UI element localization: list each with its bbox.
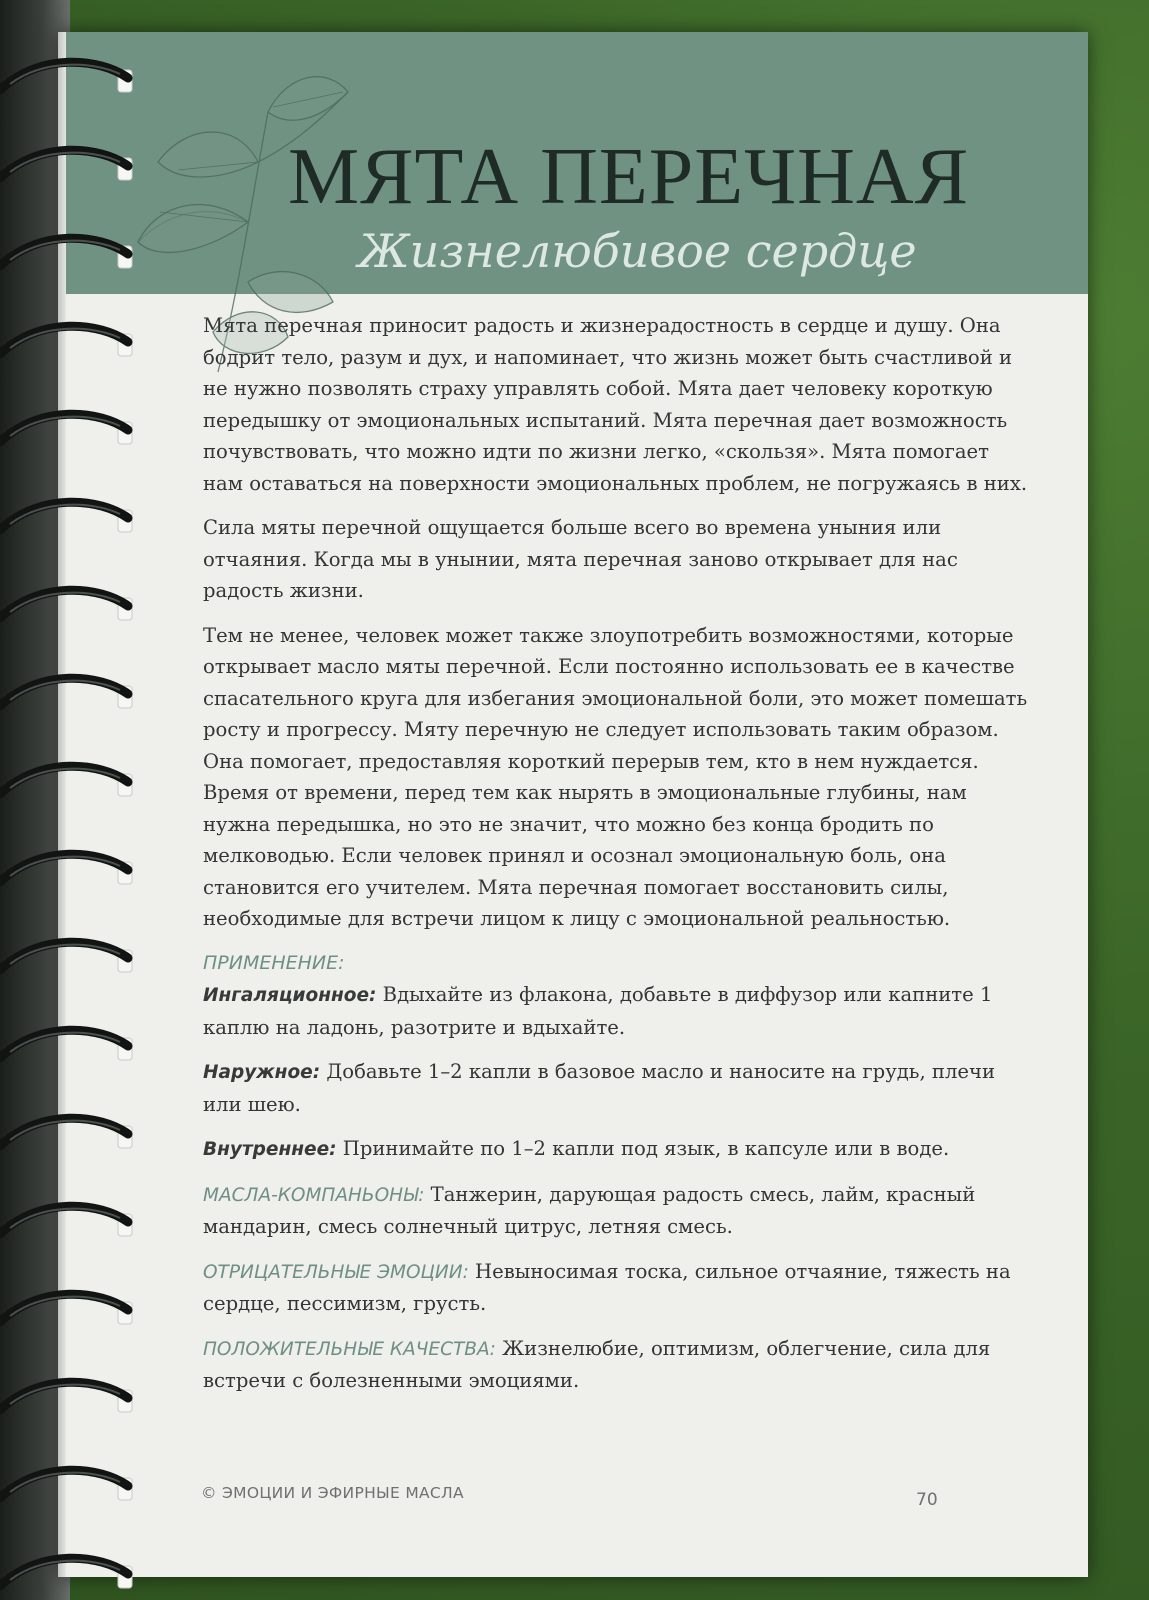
binding-ring (0, 1382, 128, 1410)
paragraph-2: Сила мяты перечной ощущается больше всего во времена уныния или отчаяния. Когда мы в унынии, мята перечная заново открывает для нас радость жизни. (203, 516, 958, 602)
binding-ring (0, 414, 128, 442)
footer-copyright: © ЭМОЦИИ И ЭФИРНЫЕ МАСЛА (201, 1484, 464, 1502)
main-text (203, 310, 1033, 1410)
positive-label: ПОЛОЖИТЕЛЬНЫЕ КАЧЕСТВА: (203, 1338, 496, 1360)
inhalation-text: Вдыхайте из флакона, добавьте в диффузор или капните 1 каплю на ладонь, разотрите и вдыхайте. (203, 983, 993, 1039)
book-page (58, 32, 1088, 1577)
binding-ring (0, 62, 128, 90)
page-title: МЯТА ПЕРЕЧНАЯ (288, 133, 970, 221)
positive-qualities (203, 1333, 1033, 1397)
binding-ring (0, 766, 128, 794)
binding-ring (0, 590, 128, 618)
usage-external (203, 1056, 1033, 1120)
page-number: 70 (916, 1490, 938, 1510)
positive-text: Жизнелюбие, оптимизм, облегчение, сила для встречи с болезненными эмоциями. (203, 1336, 991, 1392)
usage-section (203, 979, 1033, 1397)
external-label: Наружное: (203, 1062, 321, 1083)
negative-label: ОТРИЦАТЕЛЬНЫЕ ЭМОЦИИ: (203, 1261, 469, 1283)
usage-inhalation (203, 979, 1033, 1043)
paragraph-3: Тем не менее, человек может также злоупотребить возможностями, которые открывает масло мяты перечной. Если постоянно использовать ее в качестве спасательного круга для избегания эмоциональной боли, это может помешать росту и прогрессу. Мяту перечную не следует использовать таким образом. Она помогает, предоставляя короткий перерыв тем, кто в нем нуждается. Время от времени, перед тем как нырять в эмоциональные глубины, нам нужна передышка, но это не значит, что можно без конца бродить по мелководью. Если человек принял и осознал эмоциональную боль, она становится его учителем. Мята перечная помогает восстановить силы, необходимые для встречи лицом к лицу с эмоциональной реальностью. (203, 623, 1028, 930)
internal-label: Внутреннее: (203, 1139, 337, 1160)
binding-ring (0, 1558, 128, 1586)
negative-emotions (203, 1256, 1033, 1320)
page-subtitle: Жизнелюбивое сердце (358, 224, 917, 278)
companions-label: МАСЛА-КОМПАНЬОНЫ: (203, 1184, 425, 1206)
external-text: Добавьте 1–2 капли в базовое масло и наносите на грудь, плечи или шею. (203, 1060, 996, 1116)
negative-text: Невыносимая тоска, сильное отчаяние, тяжесть на сердце, пессимизм, грусть. (203, 1259, 1011, 1315)
paragraph-1: Мята перечная приносит радость и жизнерадостность в сердце и душу. Она бодрит тело, разум и дух, и напоминает, что жизнь может быть счастливой и не нужно позволять страху управлять собой. Мята дает человеку короткую передышку от эмоциональных испытаний. Мята перечная дает возможность почувствовать, что можно идти по жизни легко, «скользя». Мята помогает нам оставаться на поверхности эмоциональных проблем, не погружаясь в них. (203, 314, 1028, 495)
binding-ring (0, 1030, 128, 1058)
binding-ring (0, 1470, 128, 1498)
binding-ring (0, 1206, 128, 1234)
companion-oils (203, 1179, 1033, 1243)
binding-ring (0, 238, 128, 266)
binding-ring (0, 502, 128, 530)
usage-internal (203, 1133, 1033, 1166)
spiral-binding (0, 0, 150, 1600)
usage-heading: ПРИМЕНЕНИЕ: (203, 951, 345, 974)
internal-text: Принимайте по 1–2 капли под язык, в капсуле или в воде. (336, 1137, 950, 1160)
binding-ring (0, 1294, 128, 1322)
binding-ring (0, 150, 128, 178)
companions-text: Танжерин, дарующая радость смесь, лайм, красный мандарин, смесь солнечный цитрус, летняя смесь. (203, 1182, 976, 1238)
binding-ring (0, 942, 128, 970)
binding-ring (0, 854, 128, 882)
binding-ring (0, 326, 128, 354)
inhalation-label: Ингаляционное: (203, 985, 377, 1006)
binding-ring (0, 1118, 128, 1146)
binding-ring (0, 678, 128, 706)
